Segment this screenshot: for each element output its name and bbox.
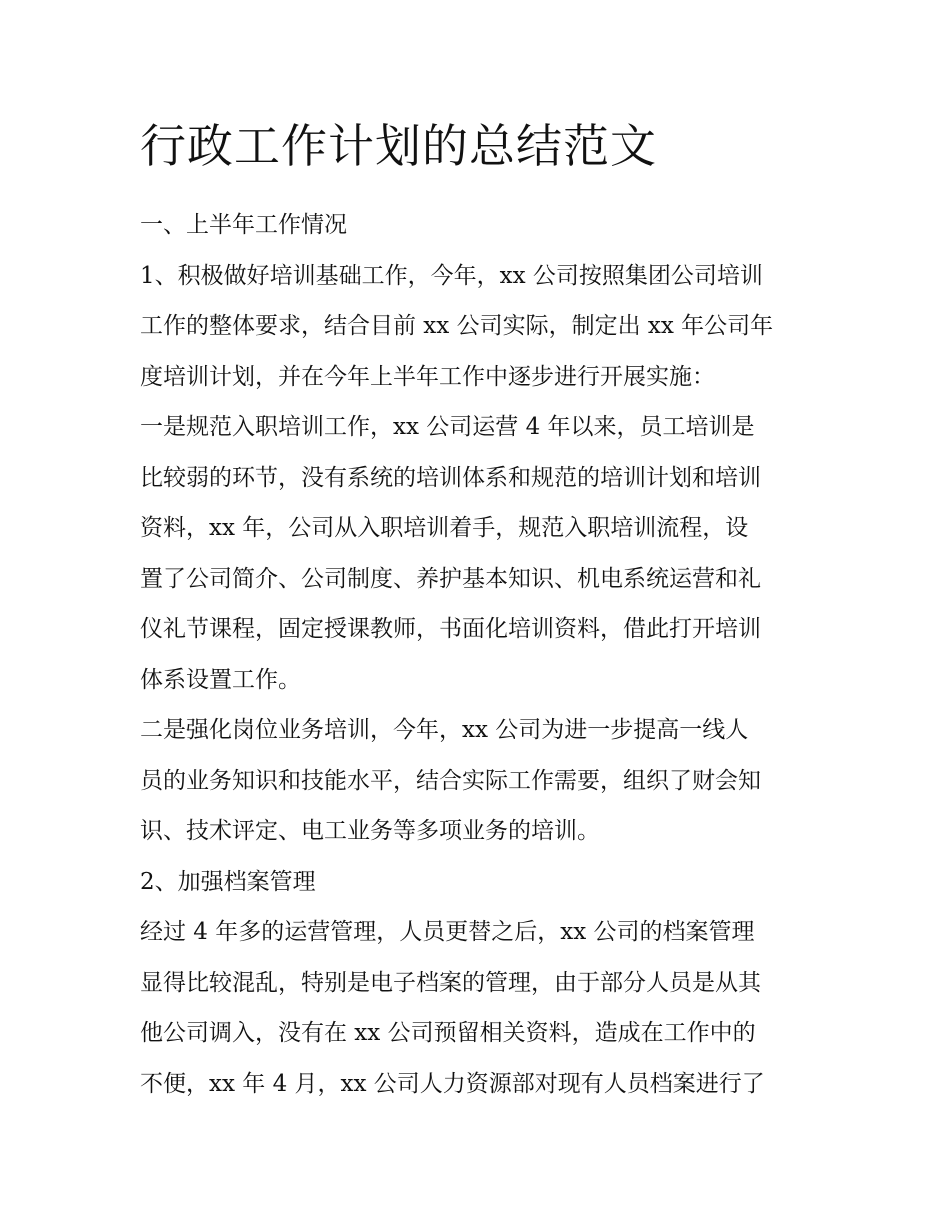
text-line: 员的业务知识和技能水平，结合实际工作需要，组织了财会知	[140, 767, 761, 794]
text-line: 经过 4 年多的运营管理，人员更替之后，xx 公司的档案管理	[140, 919, 755, 945]
text-line: 2、加强档案管理	[140, 868, 316, 895]
text-line: 仪礼节课程，固定授课教师，书面化培训资料，借此打开培训	[140, 616, 761, 642]
text-line: 一是规范入职培训工作，xx 公司运营 4 年以来，员工培训是	[140, 414, 755, 440]
text-line: 比较弱的环节，没有系统的培训体系和规范的培训计划和培训	[140, 464, 761, 491]
text-line: 置了公司简介、公司制度、养护基本知识、机电系统运营和礼	[140, 565, 761, 592]
document-title: 行政工作计划的总结范文	[140, 119, 657, 173]
text-line: 显得比较混乱，特别是电子档案的管理，由于部分人员是从其	[140, 969, 761, 996]
text-line: 体系设置工作。	[140, 666, 301, 693]
text-line: 二是强化岗位业务培训，今年，xx 公司为进一步提高一线人	[140, 717, 749, 743]
text-line: 一、上半年工作情况	[140, 212, 347, 238]
text-line: 度培训计划，并在今年上半年工作中逐步进行开展实施：	[140, 363, 715, 390]
text-line: 他公司调入，没有在 xx 公司预留相关资料，造成在工作中的	[140, 1020, 756, 1046]
text-line: 1、积极做好培训基础工作，今年，xx 公司按照集团公司培训	[140, 262, 763, 289]
text-line: 不便，xx 年 4 月，xx 公司人力资源部对现有人员档案进行了	[140, 1070, 765, 1097]
text-line: 资料，xx 年，公司从入职培训着手，规范入职培训流程，设	[140, 515, 749, 541]
text-line: 工作的整体要求，结合目前 xx 公司实际，制定出 xx 年公司年	[140, 313, 774, 339]
document-body	[140, 200, 820, 1109]
text-line: 识、技术评定、电工业务等多项业务的培训。	[140, 818, 600, 844]
